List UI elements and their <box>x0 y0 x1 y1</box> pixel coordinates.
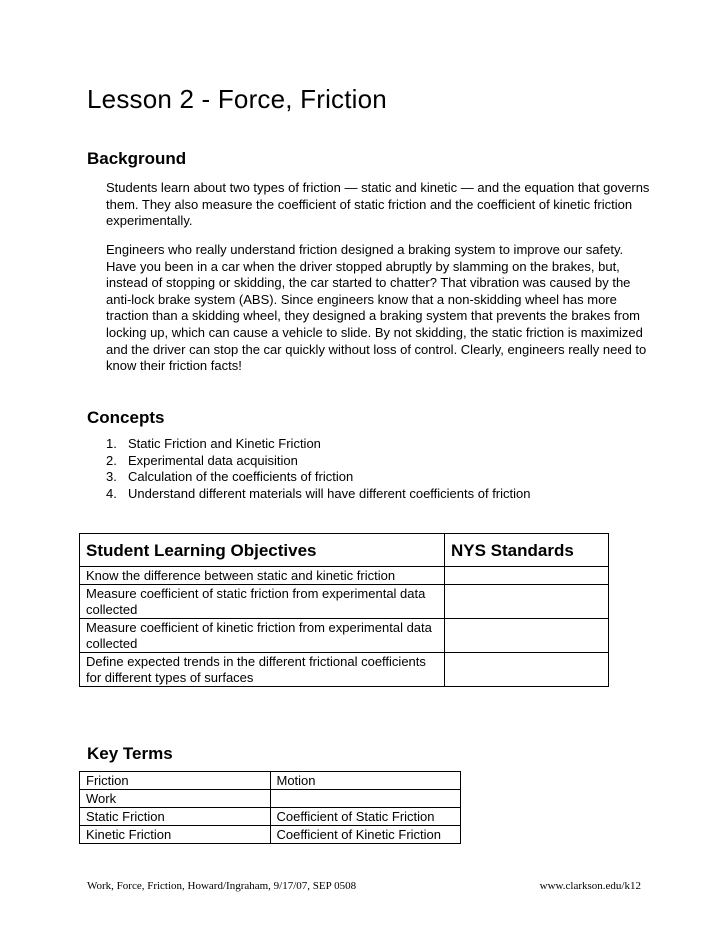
objective-cell: Define expected trends in the different frictional coefficients for different types of surfaces <box>80 653 445 687</box>
list-number: 1. <box>106 436 117 451</box>
key-terms-table <box>79 771 461 844</box>
term-cell: Coefficient of Static Friction <box>270 808 461 826</box>
objectives-header: Student Learning Objectives <box>80 534 445 567</box>
table-row <box>80 772 461 790</box>
list-number: 2. <box>106 452 117 468</box>
background-heading: Background <box>87 149 187 168</box>
concepts-heading: Concepts <box>87 408 165 427</box>
footer-right: www.clarkson.edu/k12 <box>539 880 641 892</box>
table-row <box>80 567 609 585</box>
table-row <box>80 585 609 619</box>
table-row <box>80 826 461 844</box>
list-item <box>106 469 531 486</box>
objective-cell: Know the difference between static and kinetic friction <box>80 567 445 585</box>
table-row <box>80 653 609 687</box>
term-cell: Coefficient of Kinetic Friction <box>270 826 461 844</box>
key-terms-heading: Key Terms <box>87 744 173 763</box>
table-row <box>80 808 461 826</box>
list-text: Static Friction and Kinetic Friction <box>128 436 321 451</box>
background-paragraph-1: Students learn about two types of friction — static and kinetic — and the equation that governs them. They also measure the coefficient of static friction and the coefficient of kinetic friction experimentally. <box>106 180 650 229</box>
standard-cell <box>445 619 609 653</box>
table-row <box>80 619 609 653</box>
objective-cell: Measure coefficient of static friction from experimental data collected <box>80 585 445 619</box>
term-cell: Kinetic Friction <box>80 826 271 844</box>
list-item <box>106 436 531 453</box>
objective-cell: Measure coefficient of kinetic friction from experimental data collected <box>80 619 445 653</box>
term-cell <box>270 790 461 808</box>
term-cell: Friction <box>80 772 271 790</box>
list-text: Understand different materials will have different coefficients of friction <box>128 485 531 501</box>
list-item <box>106 486 531 503</box>
list-text: Calculation of the coefficients of friction <box>128 469 354 485</box>
page-title: Lesson 2 - Force, Friction <box>87 84 387 114</box>
standard-cell <box>445 653 609 687</box>
list-text: Experimental data acquisition <box>128 452 298 468</box>
term-cell: Static Friction <box>80 808 271 826</box>
footer-left: Work, Force, Friction, Howard/Ingraham, 9/17/07, SEP 0508 <box>87 880 357 892</box>
term-cell: Motion <box>270 772 461 790</box>
standard-cell <box>445 585 609 619</box>
table-header-row <box>80 534 609 567</box>
list-item <box>106 453 531 470</box>
objectives-table <box>79 533 609 687</box>
list-number: 4. <box>106 485 117 501</box>
list-number: 3. <box>106 469 117 485</box>
concepts-list <box>106 436 531 502</box>
term-cell: Work <box>80 790 271 808</box>
standard-cell <box>445 567 609 585</box>
background-paragraph-2: Engineers who really understand friction designed a braking system to improve our safety. Have you been in a car when the driver stopped abruptly by slamming on the brakes, but, instead of stopping or skidding, the car started to chatter? That vibration was caused by the anti-lock brake system (ABS). Since engineers know that a non-skidding wheel has more traction than a skidding wheel, they designed a braking system that prevents the brakes from locking up, which can cause a vehicle to slide. By not skidding, the static friction is maximized and the driver can stop the car quickly without loss of control. Clearly, engineers really need to know their friction facts! <box>106 242 647 374</box>
standards-header: NYS Standards <box>445 534 609 567</box>
table-row <box>80 790 461 808</box>
